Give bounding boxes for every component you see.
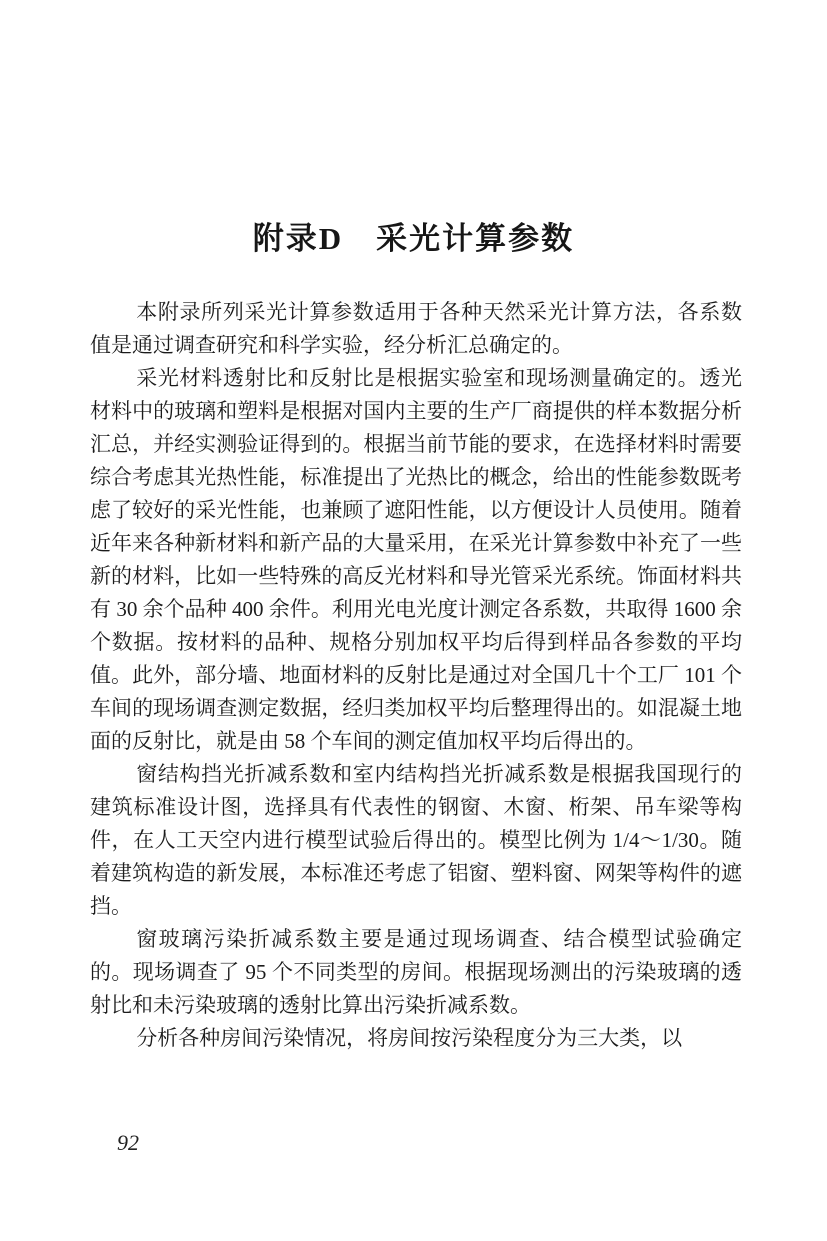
body-paragraph: 窗结构挡光折减系数和室内结构挡光折减系数是根据我国现行的建筑标准设计图，选择具有代表性的钢窗、木窗、桁架、吊车梁等构件，在人工天空内进行模型试验后得出的。模型比例为 1/4～1/30。随着建筑构造的新发展，本标准还考虑了铝窗、塑料窗、网架等构件的遮挡。	[90, 762, 742, 918]
appendix-title: 附录D 采光计算参数	[252, 221, 575, 256]
body-text	[90, 296, 742, 1055]
page-number: 92	[117, 1130, 139, 1155]
body-paragraph: 分析各种房间污染情况，将房间按污染程度分为三大类，以	[136, 1026, 683, 1050]
body-paragraph: 本附录所列采光计算参数适用于各种天然采光计算方法，各系数值是通过调查研究和科学实验，经分析汇总确定的。	[90, 300, 742, 357]
body-paragraph: 窗玻璃污染折减系数主要是通过现场调查、结合模型试验确定的。现场调查了 95 个不同类型的房间。根据现场测出的污染玻璃的透射比和未污染玻璃的透射比算出污染折减系数。	[90, 927, 742, 1017]
body-paragraph: 采光材料透射比和反射比是根据实验室和现场测量确定的。透光材料中的玻璃和塑料是根据对国内主要的生产厂商提供的样本数据分析汇总，并经实测验证得到的。根据当前节能的要求，在选择材料时需要综合考虑其光热性能，标准提出了光热比的概念，给出的性能参数既考虑了较好的采光性能，也兼顾了遮阳性能，以方便设计人员使用。随着近年来各种新材料和新产品的大量采用，在采光计算参数中补充了一些新的材料，比如一些特殊的高反光材料和导光管采光系统。饰面材料共有 30 余个品种 400 余件。利用光电光度计测定各系数，共取得 1600 余个数据。按材料的品种、规格分别加权平均后得到样品各参数的平均值。此外，部分墙、地面材料的反射比是通过对全国几十个工厂 101 个车间的现场调查测定数据，经归类加权平均后整理得出的。如混凝土地面的反射比，就是由 58 个车间的测定值加权平均后得出的。	[90, 366, 742, 753]
